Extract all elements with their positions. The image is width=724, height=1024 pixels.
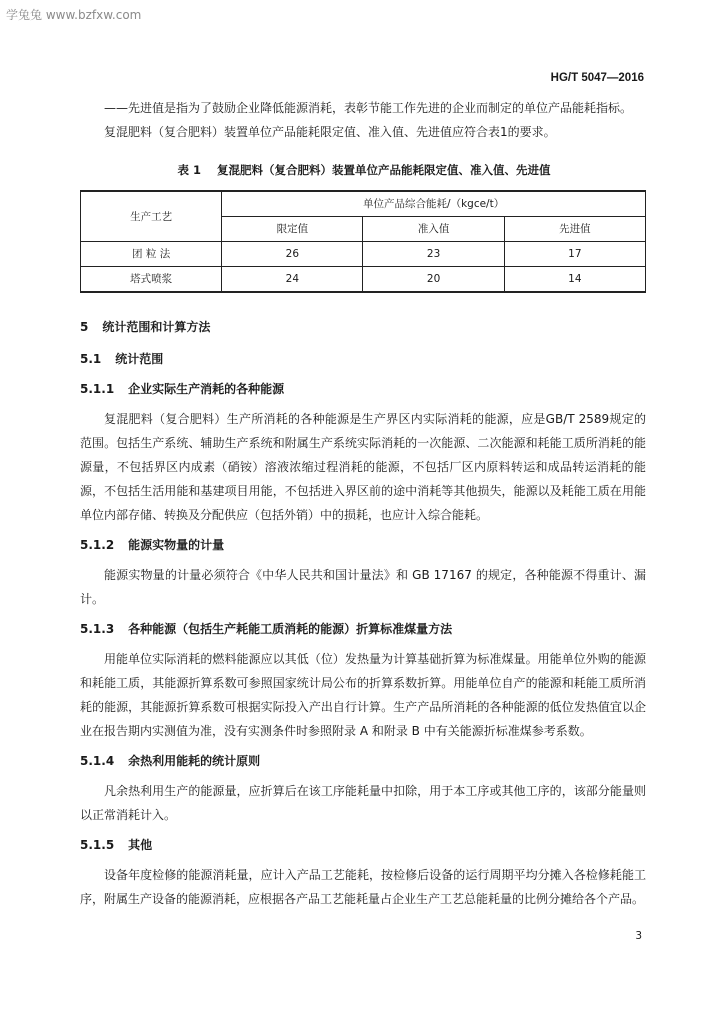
cell-entry: 20 xyxy=(363,267,504,293)
section-5-1-2-heading: 5.1.2 能源实物量的计量 xyxy=(80,538,225,552)
section-5-1-4-heading: 5.1.4 余热利用能耗的统计原则 xyxy=(80,754,261,768)
cell-limit: 26 xyxy=(222,242,363,267)
section-5-1-2-text: 能源实物量的计量必须符合《中华人民共和国计量法》和 GB 17167 的规定，各种能源不得重计、漏计。 xyxy=(80,568,646,606)
cell-limit: 24 xyxy=(222,267,363,293)
section-5-1-5-heading: 5.1.5 其他 xyxy=(80,838,153,852)
section-5-1-heading: 5.1 统计范围 xyxy=(80,352,164,366)
section-5-1-1-heading: 5.1.1 企业实际生产消耗的各种能源 xyxy=(80,382,285,396)
cell-process: 团 粒 法 xyxy=(81,242,222,267)
standard-code: HG/T 5047—2016 xyxy=(550,72,644,84)
table-header-row xyxy=(81,191,646,217)
section-5-heading: 5 统计范围和计算方法 xyxy=(80,320,211,334)
page-number: 3 xyxy=(635,930,642,942)
header-limit: 限定值 xyxy=(222,217,363,242)
section-5-1-3-text: 用能单位实际消耗的燃料能源应以其低（位）发热量为计算基础折算为标准煤量。用能单位外购的能源和耗能工质，其能源折算系数可参照国家统计局公布的折算系数折算。用能单位自产的能源和耗能工质所消耗的能源，其能源折算系数可根据实际投入产出自行计算。生产产品所消耗的各种能源的低位发热值宜以企业在报告期内实测值为准，没有实测条件时参照附录 A 和附录 B 中有关能源折标准煤参考系数。 xyxy=(80,652,646,738)
cell-advanced: 14 xyxy=(504,267,645,293)
table-row xyxy=(81,242,646,267)
section-5-1-4-text: 凡余热利用生产的能源量，应折算后在该工序能耗量中扣除，用于本工序或其他工序的，该部分能量则以正常消耗计入。 xyxy=(80,784,646,822)
cell-advanced: 17 xyxy=(504,242,645,267)
section-5-1-1-text: 复混肥料（复合肥料）生产所消耗的各种能源是生产界区内实际消耗的能源，应是GB/T 2589规定的范围。包括生产系统、辅助生产系统和附属生产系统实际消耗的一次能源、二次能源和耗能工质所消耗的能源量，不包括界区内成素（硝铵）溶液浓缩过程消耗的能源，不包括厂区内原料转运和成品转运消耗的能源，不包括生活用能和基建项目用能，不包括进入界区前的途中消耗等其他损失，能源以及耗能工质在用能单位内部存储、转换及分配供应（包括外销）中的损耗，也应计入综合能耗。 xyxy=(80,412,646,522)
intro-paragraph-advanced-value: ——先进值是指为了鼓励企业降低能源消耗，表彰节能工作先进的企业而制定的单位产品能耗指标。 xyxy=(104,101,633,115)
table-title: 复混肥料（复合肥料）装置单位产品能耗限定值、准入值、先进值 xyxy=(217,163,551,177)
energy-consumption-table xyxy=(80,190,646,293)
header-process: 生产工艺 xyxy=(81,191,222,242)
section-5-1-3-heading: 5.1.3 各种能源（包括生产耗能工质消耗的能源）折算标准煤量方法 xyxy=(80,622,453,636)
document-body xyxy=(80,96,646,911)
watermark: 学兔兔 www.bzfxw.com xyxy=(6,8,142,22)
table-number: 表 1 xyxy=(177,163,201,177)
table-caption xyxy=(80,158,646,182)
table-row xyxy=(81,267,646,293)
cell-process: 塔式喷浆 xyxy=(81,267,222,293)
intro-paragraph-requirement: 复混肥料（复合肥料）装置单位产品能耗限定值、准入值、先进值应符合表1的要求。 xyxy=(104,125,556,139)
cell-entry: 23 xyxy=(363,242,504,267)
header-consumption-group: 单位产品综合能耗/（kgce/t） xyxy=(222,191,646,217)
header-entry: 准入值 xyxy=(363,217,504,242)
header-advanced: 先进值 xyxy=(504,217,645,242)
section-5-1-5-text: 设备年度检修的能源消耗量，应计入产品工艺能耗，按检修后设备的运行周期平均分摊入各检修耗能工序，附属生产设备的能源消耗，应根据各产品工艺能耗量占企业生产工艺总能耗量的比例分摊给各个产品。 xyxy=(80,868,646,906)
